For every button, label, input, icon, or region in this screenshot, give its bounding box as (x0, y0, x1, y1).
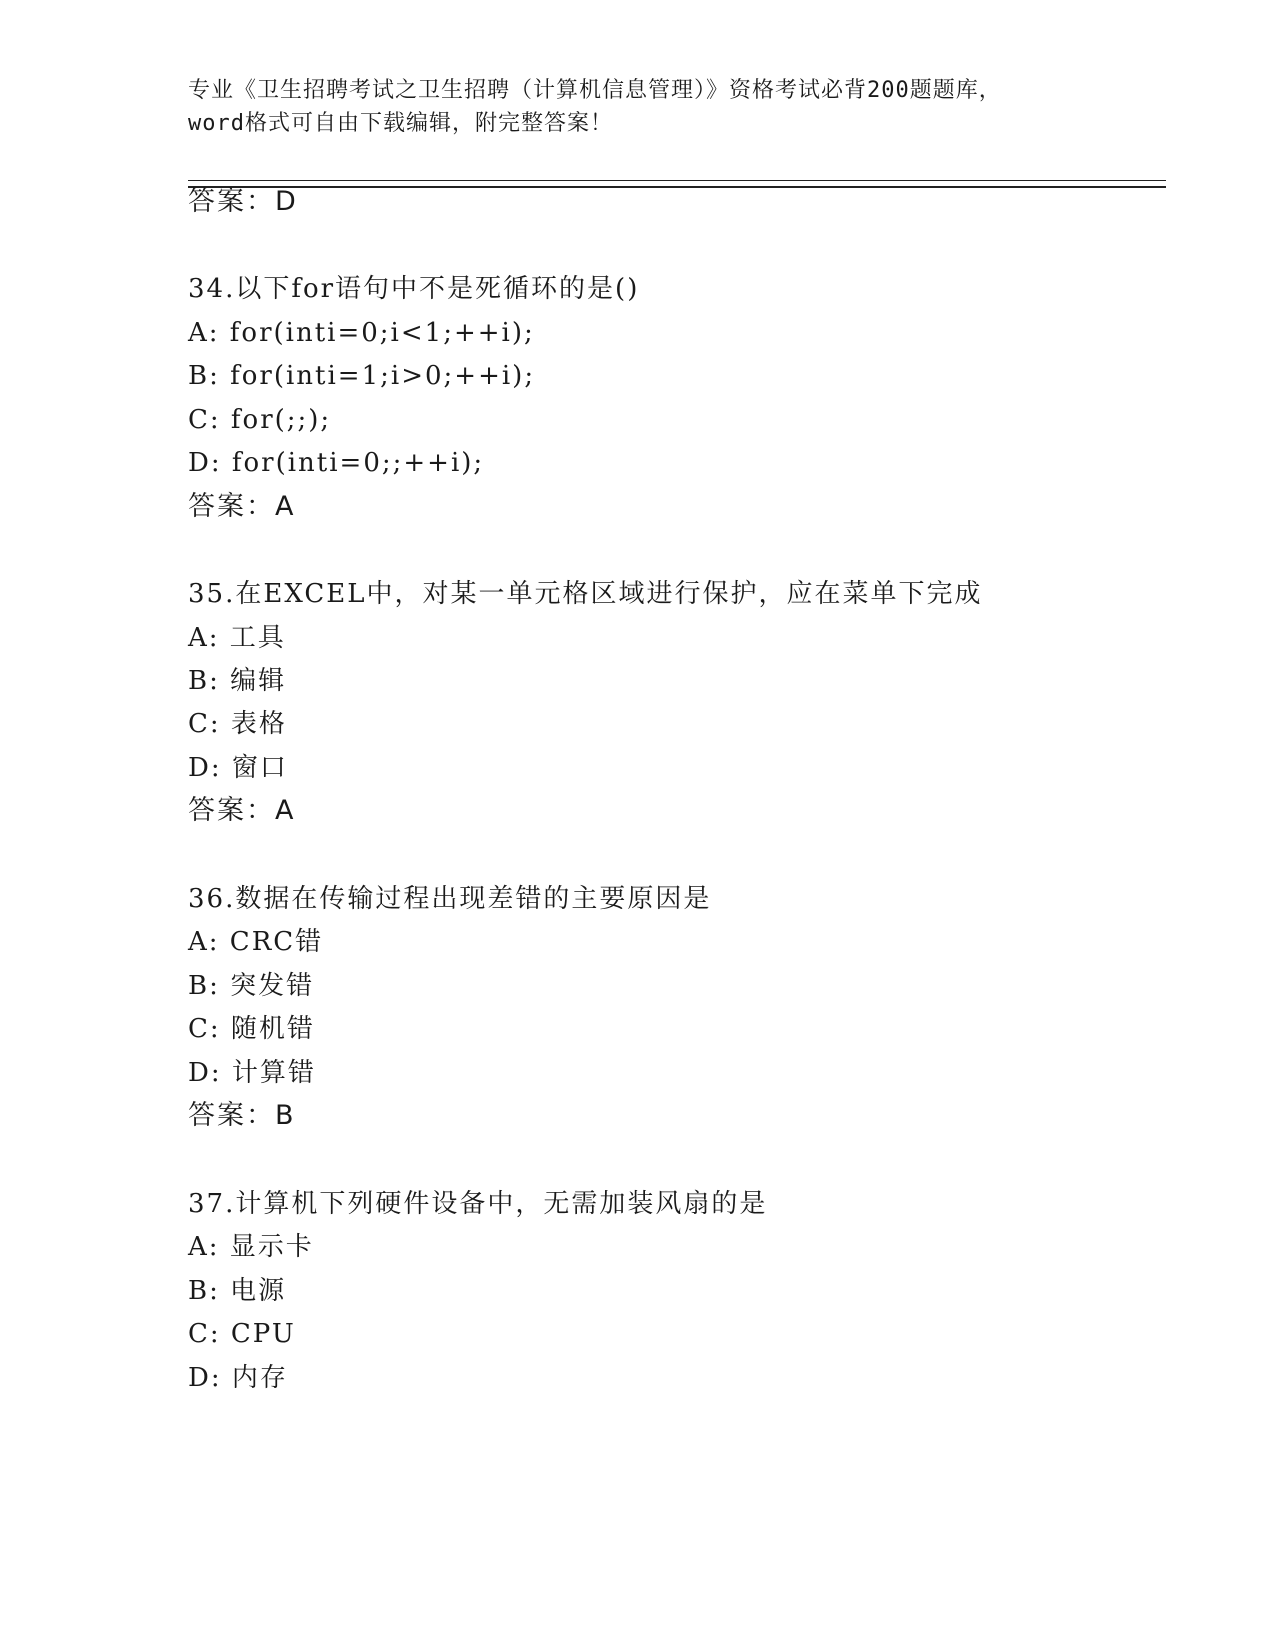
q36-option-b: B: 突发错 (188, 971, 315, 1001)
q37-option-c: C: CPU (188, 1319, 296, 1349)
q34-option-a: A: for(inti=0;i<1;++i); (188, 318, 535, 348)
header-line-2: word格式可自由下载编辑，附完整答案！ (188, 111, 613, 136)
question-36: 36.数据在传输过程出现差错的主要原因是 (188, 884, 712, 914)
question-34: 34.以下for语句中不是死循环的是() (188, 274, 640, 304)
question-37: 37.计算机下列硬件设备中，无需加装风扇的是 (188, 1189, 768, 1219)
q34-option-d: D: for(inti=0;;++i); (188, 448, 485, 478)
q37-option-b: B: 电源 (188, 1276, 287, 1306)
question-35: 35.在EXCEL中，对某一单元格区域进行保护，应在菜单下完成 (188, 579, 983, 609)
q36-option-c: C: 随机错 (188, 1014, 315, 1044)
q37-option-a: A: 显示卡 (188, 1232, 314, 1262)
q35-option-b: B: 编辑 (188, 666, 287, 696)
q35-option-a: A: 工具 (188, 623, 286, 653)
q34-option-c: C: for(;;); (188, 405, 332, 435)
q35-option-c: C: 表格 (188, 709, 287, 739)
header-divider (188, 180, 1166, 188)
q36-option-d: D: 计算错 (188, 1058, 316, 1088)
q36-option-a: A: CRC错 (188, 927, 324, 957)
header-line-1: 专业《卫生招聘考试之卫生招聘（计算机信息管理）》资格考试必背200题题库， (188, 78, 1002, 103)
q37-option-d: D: 内存 (188, 1363, 288, 1393)
q35-answer: 答案：A (188, 795, 296, 826)
previous-answer: 答案：D (188, 186, 298, 217)
q34-answer: 答案：A (188, 491, 296, 522)
q36-answer: 答案：B (188, 1100, 296, 1131)
q35-option-d: D: 窗口 (188, 753, 288, 783)
q34-option-b: B: for(inti=1;i>0;++i); (188, 361, 536, 391)
document-header (188, 74, 1088, 140)
